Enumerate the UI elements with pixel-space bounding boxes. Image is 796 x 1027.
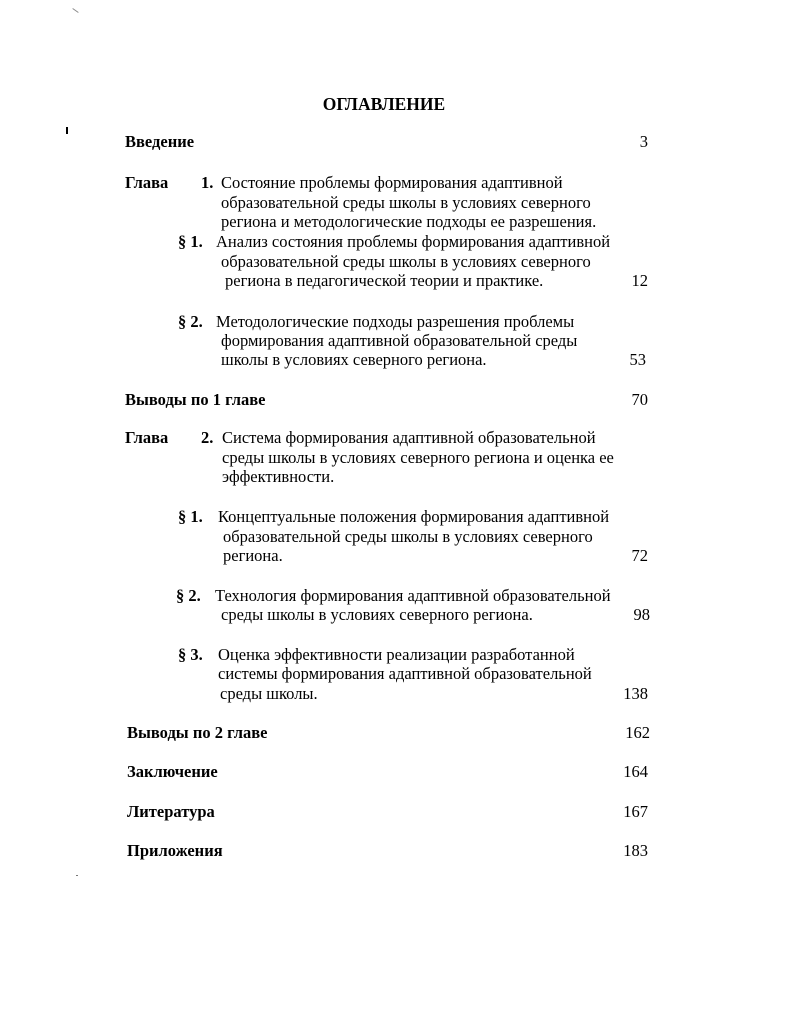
ch1-section-1-page: 12 — [631, 271, 648, 290]
ch2-section-3-mark: § 3. — [178, 645, 203, 664]
toc-page-conclusions-2: 162 — [625, 723, 650, 742]
scan-mark — [72, 8, 78, 13]
toc-page-conclusions-1: 70 — [631, 390, 648, 409]
chapter-1-number: 1. — [201, 173, 214, 192]
toc-entry-intro: Введение — [125, 132, 195, 151]
ch1-section-2-line: Методологические подходы разрешения проблемы — [216, 312, 575, 331]
toc-page-literature: 167 — [623, 802, 648, 821]
chapter-1-prefix: Глава — [125, 173, 169, 192]
toc-page-appendices: 183 — [623, 841, 648, 860]
ch2-section-2-mark: § 2. — [176, 586, 201, 605]
ch1-section-1-mark: § 1. — [178, 232, 203, 251]
ch1-section-2-page: 53 — [629, 350, 646, 369]
chapter-1-title-line: Состояние проблемы формирования адаптивной — [221, 173, 563, 192]
ch2-section-1-line: региона. — [223, 546, 283, 565]
toc-entry-conclusion: Заключение — [127, 762, 218, 781]
ch1-section-1-line: Анализ состояния проблемы формирования адаптивной — [216, 232, 611, 251]
ch2-section-1-page: 72 — [631, 546, 648, 565]
chapter-2-number: 2. — [201, 428, 214, 447]
toc-page-conclusion: 164 — [623, 762, 648, 781]
ch2-section-1-line: Концептуальные положения формирования адаптивной — [218, 507, 610, 526]
ch1-section-2-line: школы в условиях северного региона. — [221, 350, 487, 369]
ch2-section-3-line: Оценка эффективности реализации разработанной — [218, 645, 575, 664]
ch2-section-3-line: системы формирования адаптивной образовательной — [218, 664, 592, 683]
toc-entry-literature: Литература — [127, 802, 215, 821]
chapter-2-title-line: эффективности. — [222, 467, 335, 486]
chapter-1-title-line: образовательной среды школы в условиях северного — [221, 193, 591, 212]
ch2-section-1-line: образовательной среды школы в условиях северного — [223, 527, 593, 546]
chapter-2-title-line: среды школы в условиях северного региона и оценка ее — [222, 448, 614, 467]
ch2-section-3-line: среды школы. — [220, 684, 318, 703]
scan-mark — [66, 127, 68, 134]
ch2-section-2-line: среды школы в условиях северного региона. — [221, 605, 533, 624]
page-title: ОГЛАВЛЕНИЕ — [322, 94, 446, 114]
toc-entry-conclusions-1: Выводы по 1 главе — [125, 390, 266, 409]
ch1-section-1-line: образовательной среды школы в условиях северного — [221, 252, 591, 271]
ch1-section-1-line: региона в педагогической теории и практике. — [225, 271, 544, 290]
ch2-section-3-page: 138 — [623, 684, 648, 703]
ch2-section-2-page: 98 — [633, 605, 650, 624]
toc-page-intro: 3 — [639, 132, 648, 151]
chapter-2-title-line: Система формирования адаптивной образовательной — [222, 428, 596, 447]
toc-entry-appendices: Приложения — [127, 841, 223, 860]
toc-entry-conclusions-2: Выводы по 2 главе — [127, 723, 268, 742]
chapter-1-title-line: региона и методологические подходы ее разрешения. — [221, 212, 597, 231]
ch2-section-1-mark: § 1. — [178, 507, 203, 526]
scan-mark — [76, 875, 78, 876]
chapter-2-prefix: Глава — [125, 428, 169, 447]
ch2-section-2-line: Технология формирования адаптивной образовательной — [215, 586, 611, 605]
ch1-section-2-line: формирования адаптивной образовательной среды — [221, 331, 578, 350]
ch1-section-2-mark: § 2. — [178, 312, 203, 331]
